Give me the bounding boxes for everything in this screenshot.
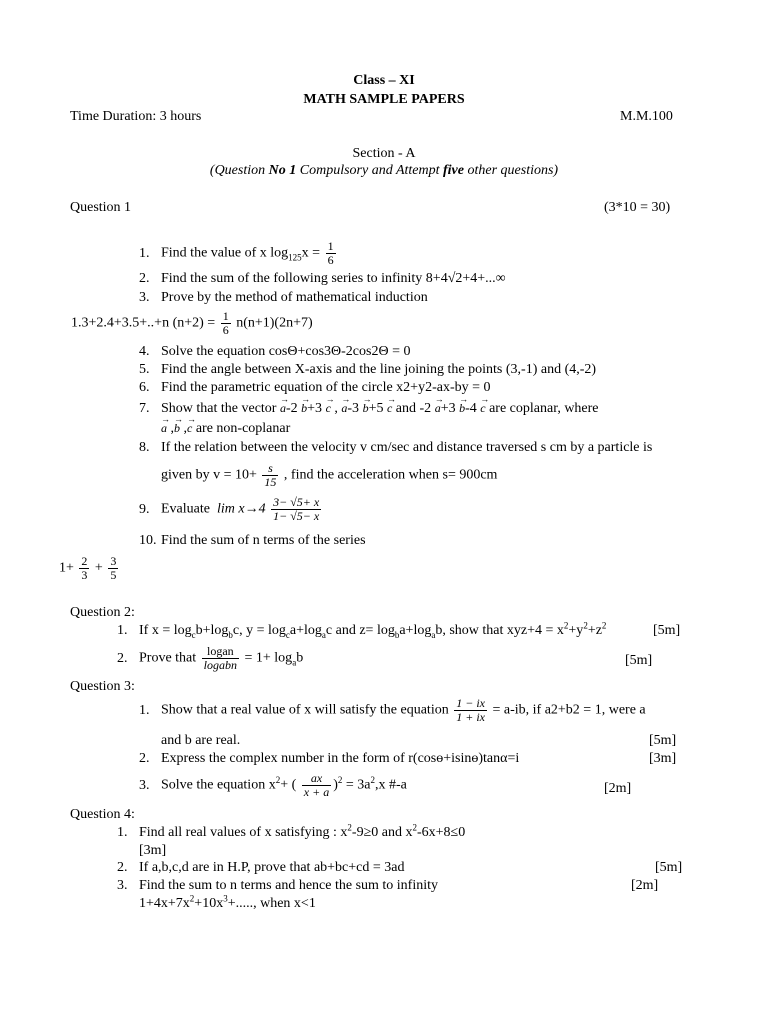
q3-item-1-line2: and b are real. bbox=[161, 733, 241, 748]
question-1-heading: Question 1 bbox=[70, 200, 132, 215]
q1-item-8: 8. If the relation between the velocity v cm/sec and distance traversed s cm by a particle is bbox=[139, 440, 653, 455]
q4-item-2: 2. If a,b,c,d are in H.P, prove that ab+bc+cd = 3ad bbox=[117, 860, 405, 875]
page-title: MATH SAMPLE PAPERS bbox=[303, 92, 465, 107]
q4-item-1-marks: [3m] bbox=[139, 843, 167, 858]
instructions: (Question No 1 Compulsory and Attempt five other questions) bbox=[209, 163, 559, 178]
q2-item-2-marks: [5m] bbox=[625, 653, 653, 668]
q4-item-3-series: $1+4x+7x^2+10x^3+$....., when x<1 bbox=[139, 893, 316, 911]
q1-item-8-line2: given by v = 10+ $\frac{s}{15}$ , find the acceleration when s= 900cm bbox=[161, 461, 498, 489]
section-heading: Section - A bbox=[352, 146, 416, 161]
class-heading: Class – XI bbox=[353, 73, 415, 88]
q2-item-1: 1. If $x = \log_cb+\log_bc$, $y = \log_ca+\log_ac$ and $z= \log_ba+\log_ab$, show that $xyz+4 = x^2+y^2+z^2$ bbox=[117, 620, 607, 640]
q4-item-1: 1. Find all real values of x satisfying : $x^2-9\ge 0$ and $x^2-6x+8\le 0$ bbox=[117, 822, 466, 840]
question-2-heading: Question 2: bbox=[70, 605, 135, 620]
q3-item-3-marks: [2m] bbox=[604, 781, 632, 796]
q2-item-1-marks: [5m] bbox=[653, 623, 681, 638]
q1-item-5: 5. Find the angle between X-axis and the line joining the points (3,-1) and (4,-2) bbox=[139, 362, 597, 377]
q3-item-1: 1. Show that a real value of x will satisfy the equation $\frac{1 - ix}{1 + ix}$ = a-ib, if a2+b2 = 1, were a bbox=[139, 696, 646, 724]
q1-item-10: 10. Find the sum of n terms of the series bbox=[139, 533, 366, 548]
question-4-heading: Question 4: bbox=[70, 807, 135, 822]
q1-item-10-series: 1+ $\frac{2}{3}$ + $\frac{3}{5}$ bbox=[59, 554, 117, 582]
q1-item-2: 2. Find the sum of the following series to infinity 8+4√2+4+...∞ bbox=[139, 271, 506, 286]
time-duration: Time Duration: 3 hours bbox=[70, 109, 202, 124]
q1-item-3: 3. Prove by the method of mathematical induction bbox=[139, 290, 428, 305]
max-marks: M.M.100 bbox=[620, 109, 673, 124]
q4-item-2-marks: [5m] bbox=[655, 860, 683, 875]
question-3-heading: Question 3: bbox=[70, 679, 135, 694]
q4-item-3-marks: [2m] bbox=[631, 878, 659, 893]
q1-item-7-line2: → a ,→ b ,→ c are non-coplanar bbox=[161, 420, 290, 437]
q1-item-9: 9. Evaluate lim x→4 $\frac{3- √5+ x}{1- √5- x}$ bbox=[139, 495, 320, 523]
q3-item-2: 2. Express the complex number in the form of r(cosɵ+isinɵ)tanα=i bbox=[139, 751, 520, 766]
q1-item-7: 7. Show that the vector → a-2 → b+3 → c , → a-3 → b+5 → c and -2 → a+3 → b-4 → c are coplanar, where bbox=[139, 400, 599, 417]
q1-item-3-expression: 1.3+2.4+3.5+..+n (n+2) = $\frac{1}{6}$ n(n+1)(2n+7) bbox=[71, 309, 313, 337]
q3-item-1-marks: [5m] bbox=[649, 733, 677, 748]
q2-item-2: 2. Prove that $\frac{\text{logan}}{\text{logabn}}$ = $1+ \log_ab$ bbox=[117, 644, 304, 672]
q4-item-3: 3. Find the sum to n terms and hence the sum to infinity bbox=[117, 878, 439, 893]
q3-item-2-marks: [3m] bbox=[649, 751, 677, 766]
q1-item-6: 6. Find the parametric equation of the circle x2+y2-ax-by = 0 bbox=[139, 380, 491, 395]
question-1-marks: (3*10 = 30) bbox=[604, 200, 671, 215]
q3-item-3: 3. Solve the equation $x^2+$ ( $\frac{ax}{x + a}$ )$^2 = 3a^2,x$ #-a bbox=[139, 771, 407, 799]
q1-item-1: 1. Find the value of x $\log_{125}x$ = $\frac{1}{6}$ bbox=[139, 239, 334, 267]
q1-item-4: 4. Solve the equation cosΘ+cos3Θ-2cos2Θ = 0 bbox=[139, 344, 411, 359]
